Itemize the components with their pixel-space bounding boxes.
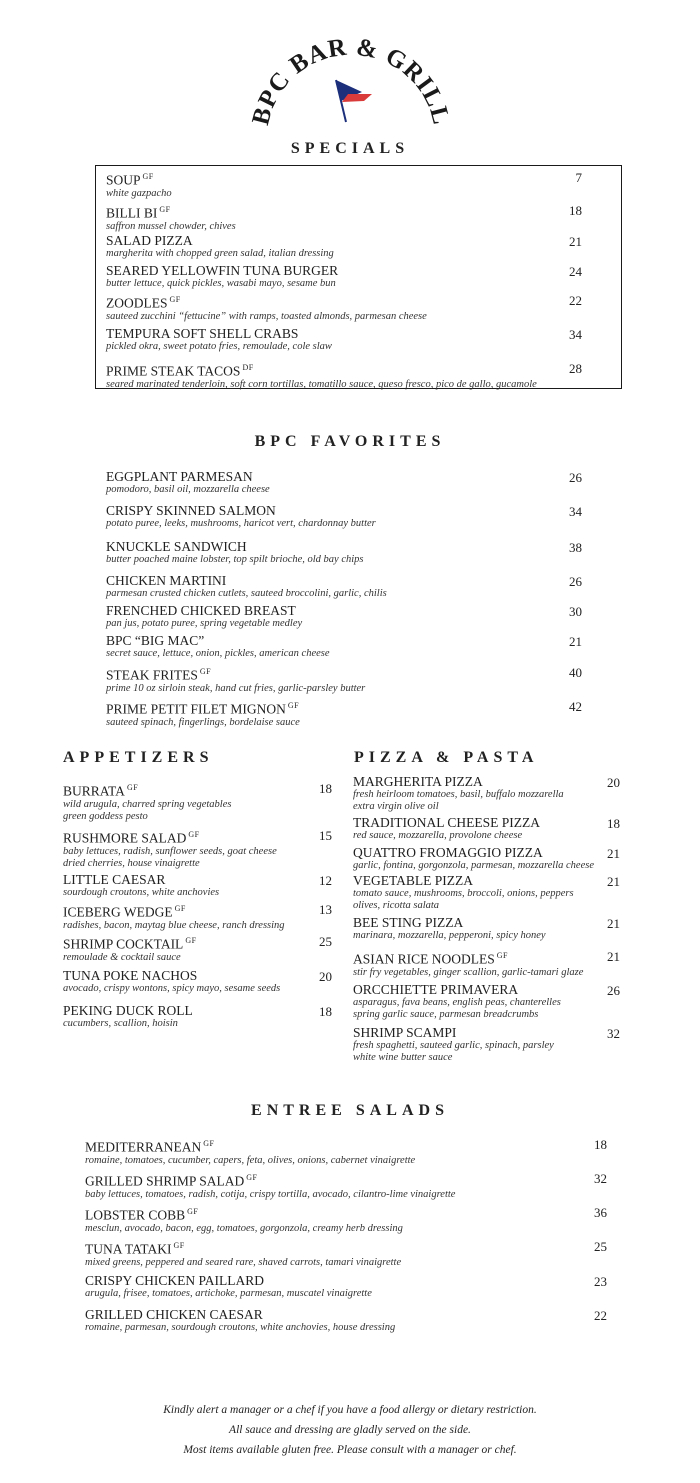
item-name-text: BPC “BIG MAC” (106, 633, 205, 648)
item-price: 30 (569, 604, 582, 619)
item-description: margherita with chopped green salad, italian dressing (106, 248, 334, 259)
item-price: 23 (594, 1274, 607, 1289)
item-description: avocado, crispy wontons, spicy mayo, sesame seeds (63, 983, 281, 994)
favorites-item (106, 604, 302, 630)
item-name (353, 916, 546, 930)
item-price: 32 (607, 1026, 620, 1041)
dietary-tag: GF (169, 295, 181, 304)
item-name-text: STEAK FRITES (106, 667, 198, 683)
item-name (106, 293, 427, 311)
item-price: 22 (569, 293, 582, 308)
item-price: 40 (569, 665, 582, 680)
item-description: baby lettuces, tomatoes, radish, cotija, crispy tortilla, avocado, cilantro-lime vinaigrette (85, 1188, 456, 1200)
pizza-pasta-item (353, 816, 540, 842)
pizza-pasta-item (353, 983, 561, 1021)
pizza-pasta-item (353, 1026, 554, 1064)
flag-icon (336, 80, 372, 122)
appetizers-item (63, 1004, 193, 1030)
item-price: 18 (319, 1004, 332, 1019)
item-description: tomato sauce, mushrooms, broccoli, onions, peppers (353, 888, 574, 899)
item-price: 26 (569, 574, 582, 589)
item-name (106, 665, 365, 683)
item-description: sauteed zucchini “fettucine” with ramps, toasted almonds, parmesan cheese (106, 310, 427, 322)
item-price: 18 (319, 781, 332, 796)
item-description: remoulade & cocktail sauce (63, 951, 181, 963)
item-name (85, 1171, 455, 1189)
item-description: pan jus, potato puree, spring vegetable medley (106, 618, 303, 629)
item-price: 20 (607, 775, 620, 790)
footer-line-allergy: Kindly alert a manager or a chef if you have a food allergy or dietary restriction. (163, 1404, 537, 1416)
item-price: 38 (569, 540, 582, 555)
item-description: mesclun, avocado, bacon, egg, tomatoes, gorgonzola, creamy herb dressing (85, 1222, 403, 1234)
item-description-line2: green goddess pesto (63, 810, 148, 822)
item-name (85, 1137, 415, 1155)
item-description: red sauce, mozzarella, provolone cheese (353, 830, 523, 841)
item-description: romaine, tomatoes, cucumber, capers, feta, olives, onions, cabernet vinaigrette (85, 1154, 416, 1166)
entree-salads-item (85, 1274, 372, 1300)
appetizers-item (63, 902, 285, 932)
item-name (353, 949, 583, 967)
item-name (63, 873, 219, 887)
favorites-item (106, 504, 376, 530)
item-name (106, 470, 270, 484)
item-name (106, 361, 537, 379)
item-price: 18 (594, 1137, 607, 1152)
item-name-text: GRILLED CHICKEN CAESAR (85, 1307, 263, 1322)
item-description: saffron mussel chowder, chives (106, 220, 236, 232)
item-name (106, 634, 330, 648)
item-name-text: BEE STING PIZZA (353, 915, 464, 930)
pizza-pasta-item (353, 874, 574, 912)
item-name (85, 1205, 403, 1223)
item-description: stir fry vegetables, ginger scallion, garlic-tamari glaze (353, 966, 584, 978)
specials-item (106, 327, 332, 353)
item-name (353, 775, 564, 789)
item-name-text: CRISPY CHICKEN PAILLARD (85, 1273, 265, 1288)
item-description: romaine, parmesan, sourdough croutons, white anchovies, house dressing (85, 1322, 396, 1333)
favorites-item (106, 540, 364, 566)
item-price: 22 (594, 1308, 607, 1323)
item-description: asparagus, fava beans, english peas, chanterelles (353, 997, 561, 1008)
item-description-line2: spring garlic sauce, parmesan breadcrumbs (353, 1009, 539, 1020)
item-name-text: PRIME PETIT FILET MIGNON (106, 701, 286, 717)
item-name-text: ORCCHIETTE PRIMAVERA (353, 982, 519, 997)
specials-item (106, 361, 537, 391)
item-name-text: MARGHERITA PIZZA (353, 774, 483, 789)
item-name (353, 1026, 554, 1040)
item-name-text: TUNA POKE NACHOS (63, 968, 198, 983)
entree-salads-item (85, 1171, 455, 1201)
item-price: 18 (607, 816, 620, 831)
item-description: radishes, bacon, maytag blue cheese, ranch dressing (63, 919, 285, 931)
item-description: secret sauce, lettuce, onion, pickles, american cheese (106, 648, 330, 659)
entree-salads-item (85, 1137, 415, 1167)
dietary-tag: GF (174, 904, 186, 913)
item-price: 18 (569, 203, 582, 218)
item-price: 25 (319, 934, 332, 949)
item-name (106, 604, 302, 618)
item-name-text: TRADITIONAL CHEESE PIZZA (353, 815, 540, 830)
item-name-text: SALAD PIZZA (106, 233, 193, 248)
pizza-pasta-title: PIZZA & PASTA (354, 749, 539, 766)
item-name-text: GRILLED SHRIMP SALAD (85, 1173, 245, 1189)
item-name-text: CRISPY SKINNED SALMON (106, 503, 276, 518)
item-name-text: BILLI BI (106, 205, 158, 221)
dietary-tag: GF (199, 667, 212, 676)
item-name (353, 983, 561, 997)
item-name (106, 170, 172, 188)
item-description: baby lettuces, radish, sunflower seeds, goat cheese (63, 845, 277, 857)
item-description: fresh heirloom tomatoes, basil, buffalo mozzarella (353, 789, 564, 800)
item-name (353, 816, 540, 830)
specials-item (106, 264, 338, 290)
entree-salads-item (85, 1205, 403, 1235)
item-description-line2: white wine butter sauce (353, 1052, 453, 1063)
item-description-line2: extra virgin olive oil (353, 801, 439, 812)
item-price: 21 (607, 949, 620, 964)
item-name-text: SOUP (106, 172, 141, 188)
item-name (106, 327, 332, 341)
item-description: fresh spaghetti, sauteed garlic, spinach, parsley (353, 1040, 554, 1051)
item-price: 36 (594, 1205, 607, 1220)
entree-salads-item (85, 1308, 395, 1334)
specials-item (106, 203, 236, 233)
item-price: 12 (319, 873, 332, 888)
item-name (63, 969, 280, 983)
item-name-text: VEGETABLE PIZZA (353, 873, 474, 888)
appetizers-item (63, 781, 231, 823)
item-name-text: LOBSTER COBB (85, 1207, 186, 1223)
item-name-text: CHICKEN MARTINI (106, 573, 227, 588)
item-name-text: ASIAN RICE NOODLES (353, 951, 495, 967)
dietary-tag: GF (126, 783, 139, 792)
item-name (63, 1004, 193, 1018)
logo (240, 18, 460, 136)
dietary-tag: DF (242, 363, 254, 372)
item-description: cucumbers, scallion, hoisin (63, 1018, 178, 1029)
item-name-text: LITTLE CAESAR (63, 872, 166, 887)
dietary-tag: GF (187, 1207, 199, 1216)
specials-item (106, 293, 427, 323)
item-name-text: ZOODLES (106, 295, 168, 311)
item-price: 21 (569, 234, 582, 249)
item-price: 21 (607, 874, 620, 889)
item-name-text: SHRIMP SCAMPI (353, 1025, 457, 1040)
dietary-tag: GF (159, 205, 171, 214)
dietary-tag: GF (203, 1139, 215, 1148)
item-description: wild arugula, charred spring vegetables (63, 798, 232, 810)
item-price: 34 (569, 327, 582, 342)
item-name (106, 234, 334, 248)
item-price: 21 (607, 846, 620, 861)
item-description: potato puree, leeks, mushrooms, haricot vert, chardonnay butter (106, 518, 376, 529)
item-price: 32 (594, 1171, 607, 1186)
item-name (63, 902, 285, 920)
item-description-line2: dried cherries, house vinaigrette (63, 857, 200, 869)
item-price: 21 (569, 634, 582, 649)
item-description: butter lettuce, quick pickles, wasabi mayo, sesame bun (106, 278, 336, 289)
item-name-text: SEARED YELLOWFIN TUNA BURGER (106, 263, 339, 278)
footer-line-gluten: Most items available gluten free. Please consult with a manager or chef. (183, 1444, 517, 1456)
item-description: pomodoro, basil oil, mozzarella cheese (106, 484, 270, 495)
item-description: butter poached maine lobster, top spilt brioche, old bay chips (106, 554, 364, 565)
item-name-text: PRIME STEAK TACOS (106, 363, 241, 379)
item-description: sourdough croutons, white anchovies (63, 887, 220, 898)
item-name-text: BURRATA (63, 783, 125, 799)
item-name (106, 203, 236, 221)
appetizers-item (63, 828, 277, 870)
item-price: 25 (594, 1239, 607, 1254)
dietary-tag: GF (246, 1173, 258, 1182)
dietary-tag: GF (142, 172, 154, 181)
item-price: 34 (569, 504, 582, 519)
item-name-text: EGGPLANT PARMESAN (106, 469, 253, 484)
item-name (63, 781, 231, 799)
appetizers-item (63, 873, 219, 899)
pizza-pasta-item (353, 949, 583, 979)
dietary-tag: GF (496, 951, 508, 960)
item-name-text: MEDITERRANEAN (85, 1139, 202, 1155)
appetizers-title: APPETIZERS (63, 749, 214, 766)
footer-line-sauce: All sauce and dressing are gladly served on the side. (229, 1424, 471, 1436)
item-name-text: TEMPURA SOFT SHELL CRABS (106, 326, 299, 341)
item-name (106, 699, 300, 717)
item-price: 20 (319, 969, 332, 984)
item-name (63, 934, 197, 952)
appetizers-item (63, 934, 197, 964)
footer-notes (0, 1400, 700, 1460)
item-name (85, 1308, 395, 1322)
logo-text: BPC BAR & GRILL (247, 33, 455, 128)
specials-item (106, 170, 172, 200)
item-price: 13 (319, 902, 332, 917)
dietary-tag: GF (287, 701, 300, 710)
pizza-pasta-item (353, 916, 546, 942)
item-price: 21 (607, 916, 620, 931)
item-description: sauteed spinach, fingerlings, bordelaise sauce (106, 716, 300, 728)
item-name (106, 540, 364, 554)
favorites-title: BPC FAVORITES (254, 433, 446, 450)
item-price: 42 (569, 699, 582, 714)
item-name (85, 1274, 372, 1288)
dietary-tag: GF (173, 1241, 185, 1250)
item-name-text: QUATTRO FROMAGGIO PIZZA (353, 845, 543, 860)
item-price: 26 (607, 983, 620, 998)
dietary-tag: GF (185, 936, 197, 945)
entree-salads-title: ENTREE SALADS (251, 1102, 449, 1119)
item-description: parmesan crusted chicken cutlets, sauteed broccolini, garlic, chilis (106, 588, 387, 599)
appetizers-item (63, 969, 280, 995)
item-description: prime 10 oz sirloin steak, hand cut fries, garlic-parsley butter (106, 682, 366, 694)
item-price: 28 (569, 361, 582, 376)
item-name-text: TUNA TATAKI (85, 1241, 172, 1257)
item-name (353, 874, 574, 888)
item-description: pickled okra, sweet potato fries, remoulade, cole slaw (106, 341, 332, 352)
favorites-item (106, 470, 270, 496)
item-name (353, 846, 594, 860)
item-name-text: PEKING DUCK ROLL (63, 1003, 193, 1018)
item-name-text: ICEBERG WEDGE (63, 904, 173, 920)
item-description: arugula, frisee, tomatoes, artichoke, parmesan, muscatel vinaigrette (85, 1288, 372, 1299)
favorites-item (106, 574, 387, 600)
item-name-text: KNUCKLE SANDWICH (106, 539, 247, 554)
dietary-tag: GF (188, 830, 200, 839)
item-name (106, 264, 338, 278)
entree-salads-item (85, 1239, 401, 1269)
item-name-text: RUSHMORE SALAD (63, 830, 187, 846)
item-name (85, 1239, 401, 1257)
favorites-item (106, 699, 300, 729)
item-description: marinara, mozzarella, pepperoni, spicy honey (353, 930, 546, 941)
item-name (106, 574, 387, 588)
specials-item (106, 234, 334, 260)
item-description: seared marinated tenderloin, soft corn tortillas, tomatillo sauce, queso fresco, pico de gallo, gucamole (106, 378, 537, 390)
item-name-text: FRENCHED CHICKED BREAST (106, 603, 296, 618)
item-description-line2: olives, ricotta salata (353, 900, 440, 911)
favorites-item (106, 634, 330, 660)
item-price: 15 (319, 828, 332, 843)
item-price: 7 (575, 170, 582, 185)
item-price: 24 (569, 264, 582, 279)
favorites-item (106, 665, 365, 695)
item-description: mixed greens, peppered and seared rare, shaved carrots, tamari vinaigrette (85, 1256, 402, 1268)
item-name (63, 828, 277, 846)
item-name-text: SHRIMP COCKTAIL (63, 936, 184, 952)
item-name (106, 504, 376, 518)
pizza-pasta-item (353, 846, 594, 872)
specials-title: SPECIALS (290, 140, 410, 157)
pizza-pasta-item (353, 775, 564, 813)
item-price: 26 (569, 470, 582, 485)
item-description: white gazpacho (106, 187, 172, 199)
item-description: garlic, fontina, gorgonzola, parmesan, mozzarella cheese (353, 860, 594, 871)
